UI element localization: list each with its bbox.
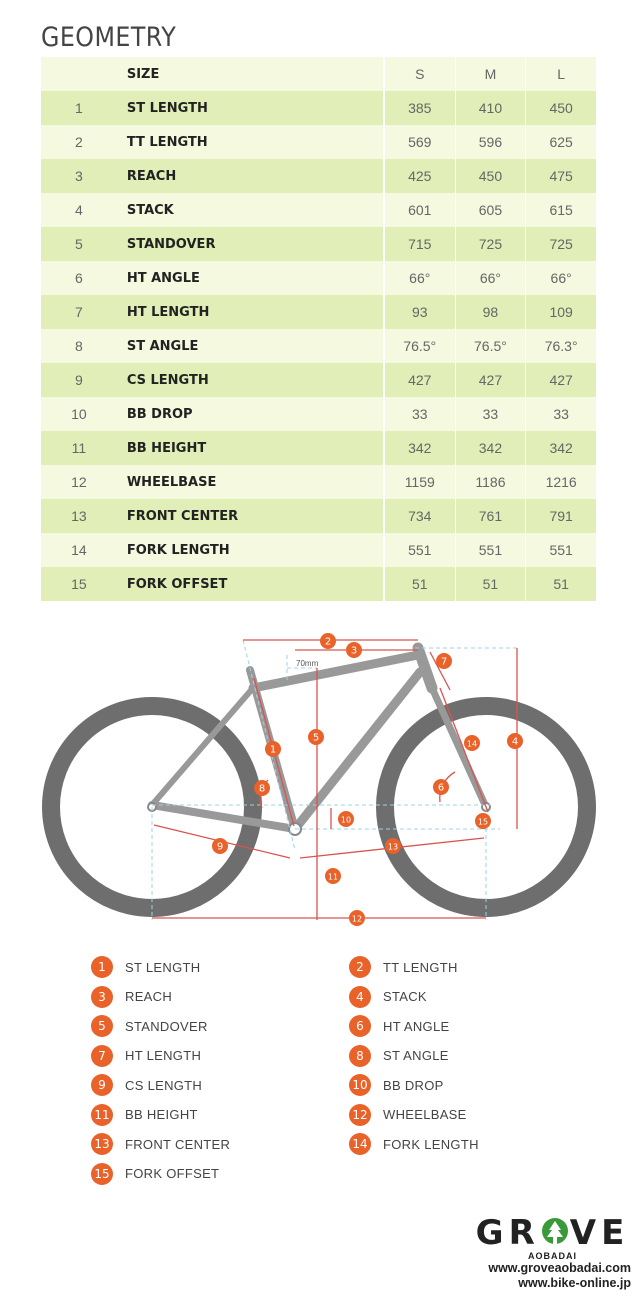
- row-value: 601: [384, 193, 455, 227]
- legend-item: [349, 1132, 479, 1156]
- table-row: [41, 431, 596, 465]
- page-title: GEOMETRY: [41, 22, 177, 53]
- row-label: HT ANGLE: [117, 261, 384, 295]
- legend-badge: 10: [349, 1074, 371, 1096]
- legend-badge: 9: [91, 1074, 113, 1096]
- row-value: 551: [384, 533, 455, 567]
- legend-badge: 5: [91, 1015, 113, 1037]
- brand-block: [470, 1215, 635, 1291]
- row-value: 342: [455, 431, 526, 465]
- row-value: 51: [526, 567, 596, 601]
- legend-badge: 3: [91, 986, 113, 1008]
- legend-badge: 7: [91, 1045, 113, 1067]
- row-value: 33: [526, 397, 596, 431]
- row-label: FORK OFFSET: [117, 567, 384, 601]
- row-number: 3: [41, 159, 117, 193]
- row-label: STANDOVER: [117, 227, 384, 261]
- diagram-marker-label: 4: [511, 736, 519, 748]
- legend-label: BB HEIGHT: [125, 1107, 198, 1122]
- row-number: 8: [41, 329, 117, 363]
- legend-label: STACK: [383, 989, 427, 1004]
- table-row: [41, 227, 596, 261]
- legend-label: HT LENGTH: [125, 1048, 202, 1063]
- row-label: ST LENGTH: [117, 91, 384, 125]
- grove-logo: GR VE: [475, 1213, 630, 1253]
- row-number: 1: [41, 91, 117, 125]
- row-value: 427: [526, 363, 596, 397]
- legend-label: WHEELBASE: [383, 1107, 467, 1122]
- legend-label: CS LENGTH: [125, 1077, 203, 1093]
- diagram-marker-label: 13: [387, 842, 399, 852]
- legend-item: [349, 1044, 449, 1068]
- diagram-marker-label: 11: [327, 872, 339, 882]
- row-number: 14: [41, 533, 117, 567]
- legend-badge: 14: [349, 1133, 371, 1155]
- row-value: 342: [526, 431, 596, 465]
- row-value: 51: [384, 567, 455, 601]
- row-value: 450: [455, 159, 526, 193]
- row-value: 1216: [526, 465, 596, 499]
- table-row: [41, 261, 596, 295]
- legend-item: [91, 1014, 208, 1038]
- header-size-m: M: [455, 57, 526, 91]
- row-label: CS LENGTH: [117, 363, 384, 397]
- legend-label: STANDOVER: [125, 1018, 208, 1034]
- logo-subtitle: AOBADAI: [528, 1251, 577, 1261]
- legend-item: [91, 1044, 201, 1068]
- table-row: [41, 159, 596, 193]
- legend-item: [349, 1014, 449, 1038]
- row-value: 715: [384, 227, 455, 261]
- row-value: 76.5°: [455, 329, 526, 363]
- row-value: 1159: [384, 465, 455, 499]
- legend-item: [349, 955, 458, 979]
- legend-badge: 11: [91, 1104, 113, 1126]
- legend-label: ST LENGTH: [125, 959, 201, 975]
- row-value: 33: [455, 397, 526, 431]
- legend-item: [91, 1132, 230, 1156]
- row-value: 342: [384, 431, 455, 465]
- row-value: 427: [455, 363, 526, 397]
- standover-offset-label: 70mm: [296, 659, 319, 668]
- diagram-marker-label: 14: [466, 739, 478, 749]
- row-value: 551: [526, 533, 596, 567]
- legend-badge: 12: [349, 1104, 371, 1126]
- row-value: 51: [455, 567, 526, 601]
- row-value: 1186: [455, 465, 526, 499]
- row-label: TT LENGTH: [117, 125, 384, 159]
- legend-label: TT LENGTH: [383, 959, 458, 975]
- table-row: [41, 295, 596, 329]
- url-bike-online[interactable]: www.bike-online.jp: [518, 1276, 631, 1290]
- row-value: 425: [384, 159, 455, 193]
- table-row: [41, 499, 596, 533]
- row-label: BB DROP: [117, 397, 384, 431]
- header-size-s: S: [384, 57, 455, 91]
- row-value: 66°: [526, 261, 596, 295]
- row-value: 109: [526, 295, 596, 329]
- legend: [0, 950, 640, 1190]
- table-row: [41, 193, 596, 227]
- legend-badge: 2: [349, 956, 371, 978]
- row-number: 15: [41, 567, 117, 601]
- row-number: 12: [41, 465, 117, 499]
- diagram-marker-label: 3: [350, 645, 358, 657]
- legend-badge: 8: [349, 1045, 371, 1067]
- row-label: STACK: [117, 193, 384, 227]
- legend-item: [349, 985, 427, 1009]
- legend-badge: 15: [91, 1163, 113, 1185]
- header-size-l: L: [526, 57, 596, 91]
- legend-label: ST ANGLE: [383, 1048, 449, 1063]
- row-value: 734: [384, 499, 455, 533]
- row-value: 33: [384, 397, 455, 431]
- table-header-row: [41, 57, 596, 91]
- row-value: 385: [384, 91, 455, 125]
- row-value: 93: [384, 295, 455, 329]
- row-label: REACH: [117, 159, 384, 193]
- legend-label: FORK OFFSET: [125, 1166, 220, 1181]
- legend-badge: 13: [91, 1133, 113, 1155]
- row-number: 4: [41, 193, 117, 227]
- legend-item: [91, 955, 200, 979]
- legend-label: REACH: [125, 989, 173, 1004]
- table-row: [41, 125, 596, 159]
- table-row: [41, 91, 596, 125]
- table-row: [41, 533, 596, 567]
- legend-item: [91, 1073, 202, 1097]
- legend-label: BB DROP: [383, 1077, 444, 1093]
- row-value: 475: [526, 159, 596, 193]
- row-value: 625: [526, 125, 596, 159]
- legend-label: FRONT CENTER: [125, 1136, 231, 1152]
- legend-item: [91, 1103, 198, 1127]
- row-value: 725: [455, 227, 526, 261]
- row-value: 569: [384, 125, 455, 159]
- row-value: 596: [455, 125, 526, 159]
- row-value: 66°: [384, 261, 455, 295]
- url-grove[interactable]: www.groveaobadai.com: [488, 1261, 631, 1275]
- diagram-marker-label: 15: [477, 817, 489, 827]
- table-row: [41, 567, 596, 601]
- row-label: BB HEIGHT: [117, 431, 384, 465]
- row-label: FRONT CENTER: [117, 499, 384, 533]
- row-value: 450: [526, 91, 596, 125]
- row-value: 76.5°: [384, 329, 455, 363]
- table-row: [41, 465, 596, 499]
- legend-item: [349, 1103, 467, 1127]
- row-value: 76.3°: [526, 329, 596, 363]
- legend-item: [91, 1162, 219, 1186]
- row-number: 6: [41, 261, 117, 295]
- row-label: ST ANGLE: [117, 329, 384, 363]
- row-number: 10: [41, 397, 117, 431]
- header-size-cell: SIZE: [117, 57, 384, 91]
- row-label: WHEELBASE: [117, 465, 384, 499]
- header-num-cell: [41, 57, 117, 91]
- row-number: 13: [41, 499, 117, 533]
- row-value: 761: [455, 499, 526, 533]
- legend-label: FORK LENGTH: [383, 1136, 479, 1152]
- tree-icon: [541, 1217, 569, 1249]
- row-label: HT LENGTH: [117, 295, 384, 329]
- diagram-marker-label: 10: [340, 815, 352, 825]
- legend-label: HT ANGLE: [383, 1018, 450, 1034]
- diagram-marker-label: 5: [312, 732, 320, 744]
- table-row: [41, 397, 596, 431]
- diagram-marker-label: 2: [324, 636, 332, 648]
- diagram-marker-label: 6: [437, 782, 445, 794]
- diagram-marker-label: 8: [258, 783, 266, 795]
- geometry-table: [41, 57, 596, 601]
- row-value: 605: [455, 193, 526, 227]
- legend-badge: 1: [91, 956, 113, 978]
- row-number: 11: [41, 431, 117, 465]
- row-value: 427: [384, 363, 455, 397]
- row-number: 5: [41, 227, 117, 261]
- row-value: 791: [526, 499, 596, 533]
- row-value: 551: [455, 533, 526, 567]
- row-number: 9: [41, 363, 117, 397]
- diagram-marker-label: 12: [351, 914, 363, 924]
- bike-geometry-diagram: [0, 610, 640, 930]
- table-row: [41, 329, 596, 363]
- diagram-marker-label: 9: [216, 841, 224, 853]
- row-value: 410: [455, 91, 526, 125]
- row-number: 7: [41, 295, 117, 329]
- legend-item: [349, 1073, 444, 1097]
- row-label: FORK LENGTH: [117, 533, 384, 567]
- diagram-marker-label: 7: [440, 656, 448, 668]
- row-value: 725: [526, 227, 596, 261]
- legend-badge: 4: [349, 986, 371, 1008]
- legend-badge: 6: [349, 1015, 371, 1037]
- table-row: [41, 363, 596, 397]
- legend-item: [91, 985, 172, 1009]
- row-value: 66°: [455, 261, 526, 295]
- row-value: 615: [526, 193, 596, 227]
- diagram-marker-label: 1: [269, 744, 277, 756]
- row-number: 2: [41, 125, 117, 159]
- row-value: 98: [455, 295, 526, 329]
